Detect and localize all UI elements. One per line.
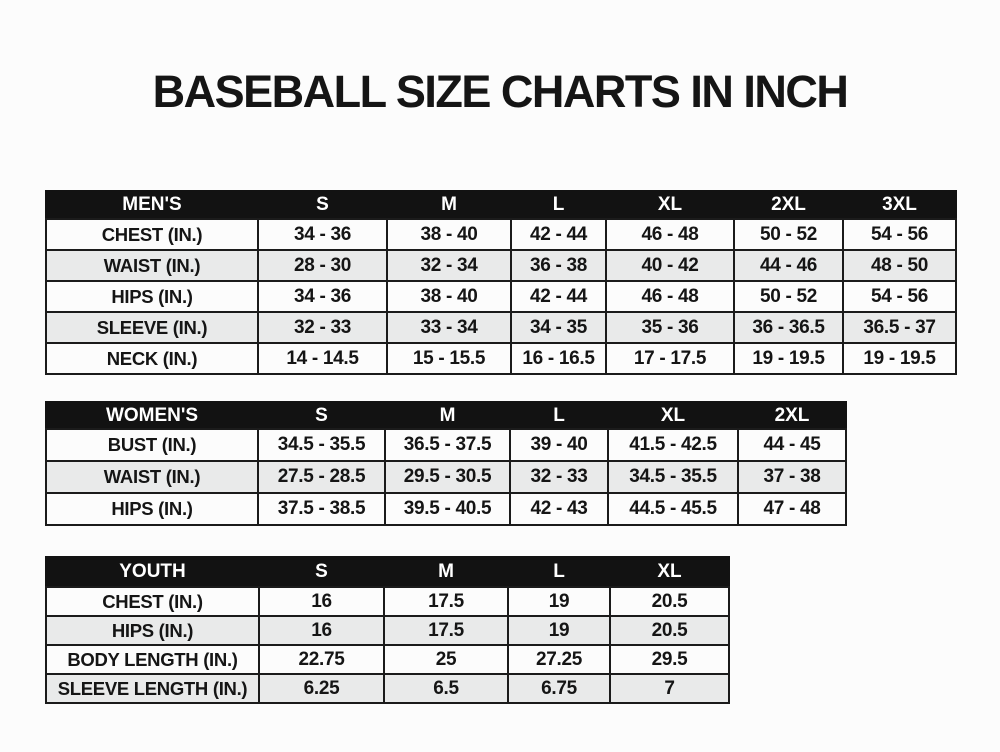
- size-value-cell: 41.5 - 42.5: [608, 429, 738, 461]
- size-column-header: M: [387, 191, 511, 219]
- size-value-cell: 50 - 52: [734, 219, 843, 250]
- youth-size-table: [45, 556, 730, 704]
- size-value-cell: 37 - 38: [738, 461, 846, 493]
- size-column-header: L: [510, 402, 608, 429]
- page-title: BASEBALL SIZE CHARTS IN INCH: [152, 66, 848, 117]
- table-row: [46, 645, 729, 674]
- size-value-cell: 40 - 42: [606, 250, 734, 281]
- table-category-header: WOMEN'S: [46, 402, 258, 429]
- row-label-cell: WAIST (IN.): [46, 250, 258, 281]
- size-value-cell: 38 - 40: [387, 281, 511, 312]
- size-value-cell: 34.5 - 35.5: [258, 429, 385, 461]
- table-row: [46, 461, 846, 493]
- size-value-cell: 27.5 - 28.5: [258, 461, 385, 493]
- size-value-cell: 54 - 56: [843, 219, 956, 250]
- header-row: [46, 402, 846, 429]
- table-row: [46, 429, 846, 461]
- size-value-cell: 34 - 36: [258, 219, 387, 250]
- size-value-cell: 36 - 36.5: [734, 312, 843, 343]
- row-label-cell: BODY LENGTH (IN.): [46, 645, 259, 674]
- size-value-cell: 38 - 40: [387, 219, 511, 250]
- size-value-cell: 44.5 - 45.5: [608, 493, 738, 525]
- youth-table-body: [46, 587, 729, 703]
- row-label-cell: BUST (IN.): [46, 429, 258, 461]
- size-value-cell: 29.5: [610, 645, 729, 674]
- size-value-cell: 19 - 19.5: [734, 343, 843, 374]
- size-value-cell: 32 - 33: [258, 312, 387, 343]
- size-value-cell: 34 - 36: [258, 281, 387, 312]
- table-row: [46, 312, 956, 343]
- size-value-cell: 16 - 16.5: [511, 343, 606, 374]
- womens-table-body: [46, 429, 846, 525]
- size-column-header: XL: [608, 402, 738, 429]
- mens-table-header: [46, 191, 956, 219]
- size-value-cell: 44 - 46: [734, 250, 843, 281]
- size-value-cell: 32 - 33: [510, 461, 608, 493]
- size-value-cell: 37.5 - 38.5: [258, 493, 385, 525]
- womens-table-header: [46, 402, 846, 429]
- size-value-cell: 32 - 34: [387, 250, 511, 281]
- size-value-cell: 27.25: [508, 645, 610, 674]
- size-value-cell: 6.5: [384, 674, 508, 703]
- size-value-cell: 16: [259, 616, 384, 645]
- row-label-cell: HIPS (IN.): [46, 281, 258, 312]
- size-value-cell: 39 - 40: [510, 429, 608, 461]
- size-value-cell: 14 - 14.5: [258, 343, 387, 374]
- size-value-cell: 20.5: [610, 587, 729, 616]
- row-label-cell: CHEST (IN.): [46, 219, 258, 250]
- table-row: [46, 674, 729, 703]
- size-value-cell: 15 - 15.5: [387, 343, 511, 374]
- size-value-cell: 36.5 - 37.5: [385, 429, 510, 461]
- size-column-header: M: [384, 557, 508, 587]
- mens-table-body: [46, 219, 956, 374]
- size-value-cell: 47 - 48: [738, 493, 846, 525]
- size-value-cell: 35 - 36: [606, 312, 734, 343]
- table-row: [46, 343, 956, 374]
- row-label-cell: SLEEVE (IN.): [46, 312, 258, 343]
- size-value-cell: 36 - 38: [511, 250, 606, 281]
- size-column-header: L: [511, 191, 606, 219]
- table-row: [46, 587, 729, 616]
- size-column-header: S: [259, 557, 384, 587]
- size-column-header: S: [258, 191, 387, 219]
- size-value-cell: 19 - 19.5: [843, 343, 956, 374]
- size-value-cell: 34.5 - 35.5: [608, 461, 738, 493]
- size-value-cell: 17.5: [384, 616, 508, 645]
- table-row: [46, 493, 846, 525]
- size-value-cell: 17 - 17.5: [606, 343, 734, 374]
- size-value-cell: 6.25: [259, 674, 384, 703]
- size-value-cell: 34 - 35: [511, 312, 606, 343]
- row-label-cell: HIPS (IN.): [46, 493, 258, 525]
- row-label-cell: NECK (IN.): [46, 343, 258, 374]
- size-column-header: XL: [610, 557, 729, 587]
- size-value-cell: 50 - 52: [734, 281, 843, 312]
- size-value-cell: 42 - 44: [511, 281, 606, 312]
- size-value-cell: 46 - 48: [606, 281, 734, 312]
- size-value-cell: 20.5: [610, 616, 729, 645]
- size-value-cell: 22.75: [259, 645, 384, 674]
- table-row: [46, 219, 956, 250]
- size-value-cell: 16: [259, 587, 384, 616]
- size-column-header: L: [508, 557, 610, 587]
- size-value-cell: 19: [508, 587, 610, 616]
- size-value-cell: 19: [508, 616, 610, 645]
- size-value-cell: 54 - 56: [843, 281, 956, 312]
- row-label-cell: HIPS (IN.): [46, 616, 259, 645]
- size-value-cell: 33 - 34: [387, 312, 511, 343]
- size-value-cell: 44 - 45: [738, 429, 846, 461]
- size-value-cell: 7: [610, 674, 729, 703]
- size-value-cell: 42 - 44: [511, 219, 606, 250]
- size-value-cell: 28 - 30: [258, 250, 387, 281]
- table-category-header: MEN'S: [46, 191, 258, 219]
- size-value-cell: 25: [384, 645, 508, 674]
- row-label-cell: WAIST (IN.): [46, 461, 258, 493]
- size-value-cell: 6.75: [508, 674, 610, 703]
- table-category-header: YOUTH: [46, 557, 259, 587]
- row-label-cell: SLEEVE LENGTH (IN.): [46, 674, 259, 703]
- size-value-cell: 17.5: [384, 587, 508, 616]
- size-value-cell: 29.5 - 30.5: [385, 461, 510, 493]
- header-row: [46, 557, 729, 587]
- size-column-header: 2XL: [738, 402, 846, 429]
- table-row: [46, 281, 956, 312]
- size-value-cell: 36.5 - 37: [843, 312, 956, 343]
- size-column-header: 3XL: [843, 191, 956, 219]
- table-row: [46, 250, 956, 281]
- table-row: [46, 616, 729, 645]
- size-value-cell: 48 - 50: [843, 250, 956, 281]
- mens-size-table: [45, 190, 957, 375]
- row-label-cell: CHEST (IN.): [46, 587, 259, 616]
- size-column-header: S: [258, 402, 385, 429]
- size-column-header: 2XL: [734, 191, 843, 219]
- size-column-header: XL: [606, 191, 734, 219]
- youth-table-header: [46, 557, 729, 587]
- size-value-cell: 42 - 43: [510, 493, 608, 525]
- size-value-cell: 39.5 - 40.5: [385, 493, 510, 525]
- size-value-cell: 46 - 48: [606, 219, 734, 250]
- womens-size-table: [45, 401, 847, 526]
- header-row: [46, 191, 956, 219]
- size-column-header: M: [385, 402, 510, 429]
